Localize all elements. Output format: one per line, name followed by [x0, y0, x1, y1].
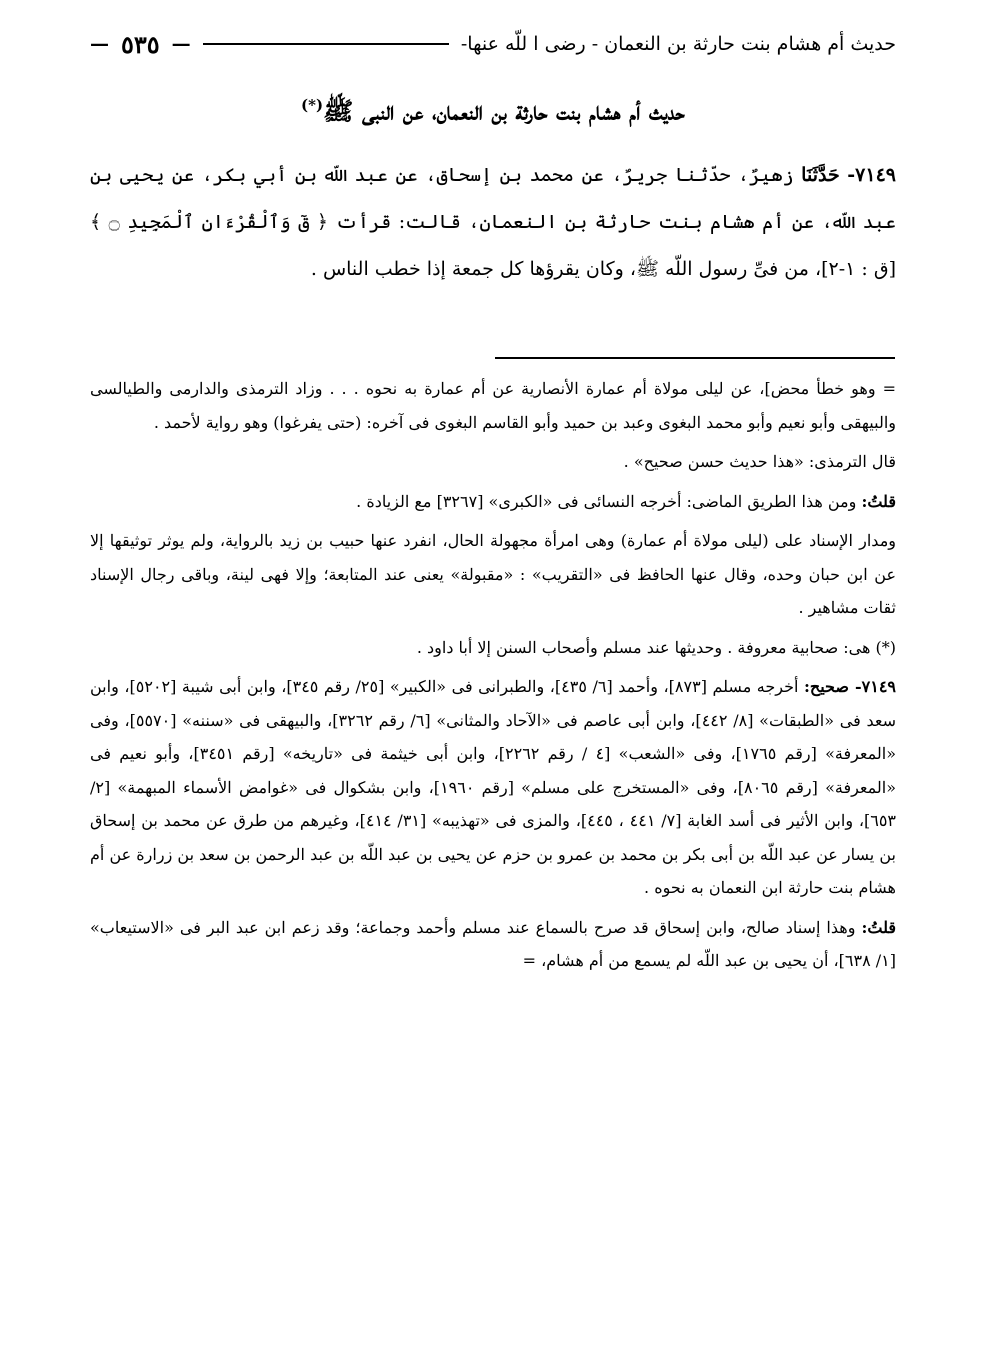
chapter-title	[90, 80, 896, 130]
footnote-conclusion-label: قلتُ:	[861, 917, 897, 937]
footnote-continuation: = وهو خطأ محض]، عن ليلى مولاة أم عمارة الأنصارية عن أم عمارة به نحوه . . . وزاد الترمذى والدارمى والطيالسى والبيهقى وأبو نعيم وأبو محمد البغوى وعبد بن حميد وأبو القاسم البغوى فى آخره: (حتى يفرغوا) وهو رواية لأحمد .	[90, 379, 896, 432]
hadith-text-block	[90, 152, 896, 293]
footnote-isnad-analysis: ومدار الإسناد على (ليلى مولاة أم عمارة) وهى امرأة مجهولة الحال، انفرد عنها حبيب بن زيد بالرواية، ولم يوثر توثيقها إلا عن ابن حبان وحده، وقال عنها الحافظ فى «التقريب» : «مقبولة» يعنى عند المتابعة؛ وإلا فهى لينة، وباقى رجال الإسناد ثقات مشاهير .	[90, 531, 896, 617]
header-dash-left: —	[90, 33, 109, 55]
header-rule	[203, 43, 449, 45]
hadith-paragraph	[90, 152, 896, 293]
hadith-keyword: حَدَّثَنَا	[801, 164, 840, 186]
chapter-title-marker: (*)	[301, 96, 324, 114]
page-number: ٥٣٥	[121, 29, 160, 59]
footnotes-block	[90, 372, 896, 978]
chapter-title-text: حديث أم هشام بنت حارثة بن النعمان، عن النبى ﷺ	[323, 96, 685, 126]
footnote-nasai-label: قلتُ:	[861, 491, 896, 511]
footnote-nasai	[90, 485, 896, 519]
hadith-number: ٧١٤٩-	[847, 164, 896, 186]
footnote-sahabiyya: (*) هى: صحابية معروفة . وحديثها عند مسلم وأصحاب السنن إلا أبا داود .	[416, 637, 896, 657]
footnote-takhrij	[90, 670, 896, 905]
footnote-tirmidhi: قال الترمذى: «هذا حديث حسن صحيح» .	[623, 452, 896, 471]
footnote-conclusion	[90, 911, 896, 978]
footnote-separator	[495, 357, 895, 359]
running-title: حديث أم هشام بنت حارثة بن النعمان - رضى ا للّه عنها-	[460, 33, 896, 55]
footnote-conclusion-text: وهذا إسناد صالح، وابن إسحاق قد صرح بالسماع عند مسلم وأحمد وجماعة؛ وقد زعم ابن عبد البر فى «الاستيعاب» [١/ ٦٣٨]، أن يحيى بن عبد اللّه لم يسمع من أم هشام، =	[90, 917, 896, 970]
hadith-body: زهيرٌ، حدّثنا جريرٌ، عن محمد بن إسحاق، عن عبد اللّه بن أبي بكر، عن يحيى بن عبد اللّه، عن أم هشام بنت حارثة بن النعمان، قالت: قرأت ﴿ قٓ وَٱلْقُرْءَانِ ٱلْمَجِيدِ ۝ ﴾ [ق : ١-٢]، من فىِّ رسول اللّه ﷺ، وكان يقرؤها كل جمعة إذا خطب الناس .	[90, 164, 896, 280]
footnote-takhrij-label: ٧١٤٩- صحيح:	[803, 677, 896, 696]
running-header	[90, 24, 896, 64]
header-dash-mid: —	[171, 33, 191, 55]
footnote-takhrij-text: أخرجه مسلم [٨٧٣]، وأحمد [٦/ ٤٣٥]، والطبرانى فى «الكبير» [٢٥/ رقم ٣٤٥]، وابن أبى شيبة [٥٢٠٢]، وابن سعد فى «الطبقات» [٨/ ٤٤٢]، وابن أبى عاصم فى «الآحاد والمثانى» [٦/ رقم ٣٢٦٢]، والبيهقى فى «سننه» [٥٥٧٠]، وفى «المعرفة» [رقم ١٧٦٥]، وفى «الشعب» [٤ / رقم ٢٢٦٢]، وابن أبى خيثمة فى «تاريخه» [رقم ٣٤٥١]، وأبو نعيم فى «المعرفة» [رقم ٨٠٦٥]، وفى «المستخرج على مسلم» [رقم ١٩٦٠]، وابن بشكوال فى «غوامض الأسماء المبهمة» [٢/ ٦٥٣]، وابن الأثير فى أسد الغابة [٧/ ٤٤١ ، ٤٤٥]، والمزى فى «تهذيبه» [٣١/ ٤١٤]، وغيرهم من طرق عن محمد بن إسحاق بن يسار عن عبد اللّه بن أبى بكر بن محمد بن عمرو بن حزم عن يحيى بن عبد اللّه بن عبد الرحمن بن سعد بن زرارة عن أم هشام بنت حارثة ابن النعمان به نحوه .	[90, 677, 897, 897]
footnote-nasai-text: ومن هذا الطريق الماضى: أخرجه النسائى فى «الكبرى» [٣٢٦٧] مع الزيادة .	[356, 491, 857, 511]
